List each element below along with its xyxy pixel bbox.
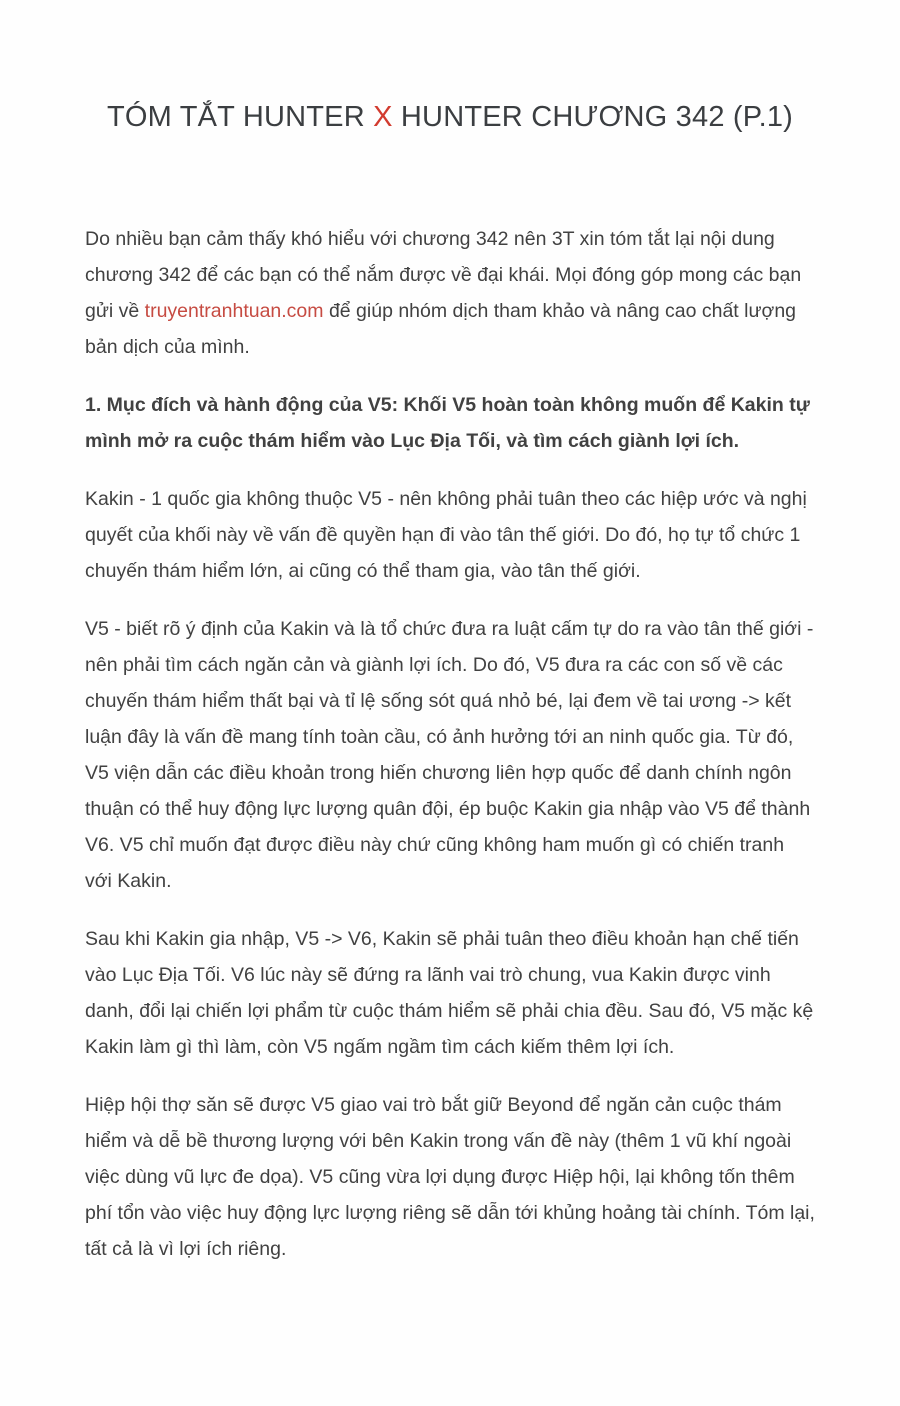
page-title — [0, 0, 900, 137]
title-highlight-x: X — [373, 101, 393, 133]
body-paragraph: V5 - biết rõ ý định của Kakin và là tổ chức đưa ra luật cấm tự do ra vào tân thế giới - nên phải tìm cách ngăn cản và giành lợi ích. Do đó, V5 đưa ra các con số về các chuyến thám hiểm thất bại và tỉ lệ sống sót quá nhỏ bé, lại đem về tai ương -> kết luận đây là vấn đề mang tính toàn cầu, có ảnh hưởng tới an ninh quốc gia. Từ đó, V5 viện dẫn các điều khoản trong hiến chương liên hợp quốc để danh chính ngôn thuận có thể huy động lực lượng quân đội, ép buộc Kakin gia nhập vào V5 để thành V6. V5 chỉ muốn đạt được điều này chứ cũng không ham muốn gì có chiến tranh với Kakin. — [85, 618, 814, 892]
body-paragraph: Kakin - 1 quốc gia không thuộc V5 - nên không phải tuân theo các hiệp ước và nghị quyết của khối này về vấn đề quyền hạn đi vào tân thế giới. Do đó, họ tự tổ chức 1 chuyến thám hiểm lớn, ai cũng có thể tham gia, vào tân thế giới. — [85, 488, 807, 582]
article-body — [0, 137, 900, 1267]
intro-text-before: Do nhiều bạn cảm thấy khó hiểu với chương 342 nên 3T xin tóm tắt lại nội dung chương 342 để các bạn có thể nắm được về đại khái. Mọi đóng góp mong các bạn gửi về — [85, 228, 802, 322]
intro-paragraph — [85, 137, 815, 365]
section-heading: 1. Mục đích và hành động của V5: Khối V5 hoàn toàn không muốn để Kakin tự mình mở ra cuộc thám hiểm vào Lục Địa Tối, và tìm cách giành lợi ích. — [85, 394, 810, 452]
body-paragraph: Hiệp hội thợ săn sẽ được V5 giao vai trò bắt giữ Beyond để ngăn cản cuộc thám hiểm và dễ bề thương lượng với bên Kakin trong vấn đề này (thêm 1 vũ khí ngoài việc dùng vũ lực đe dọa). V5 cũng vừa lợi dụng được Hiệp hội, lại không tốn thêm phí tổn vào việc huy động lực lượng riêng sẽ dẫn tới khủng hoảng tài chính. Tóm lại, tất cả là vì lợi ích riêng. — [85, 1094, 815, 1260]
title-text-right: HUNTER CHƯƠNG 342 (P.1) — [392, 101, 794, 133]
body-paragraph: Sau khi Kakin gia nhập, V5 -> V6, Kakin sẽ phải tuân theo điều khoản hạn chế tiến vào Lục Địa Tối. V6 lúc này sẽ đứng ra lãnh vai trò chung, vua Kakin được vinh danh, đổi lại chiến lợi phẩm từ cuộc thám hiểm sẽ phải chia đều. Sau đó, V5 mặc kệ Kakin làm gì thì làm, còn V5 ngấm ngầm tìm cách kiếm thêm lợi ích. — [85, 928, 814, 1058]
title-text-left: TÓM TẮT HUNTER — [106, 101, 374, 133]
site-link[interactable]: truyentranhtuan.com — [144, 300, 324, 322]
intro-text-after: để giúp nhóm dịch tham khảo và nâng cao chất lượng bản dịch của mình. — [85, 300, 797, 358]
